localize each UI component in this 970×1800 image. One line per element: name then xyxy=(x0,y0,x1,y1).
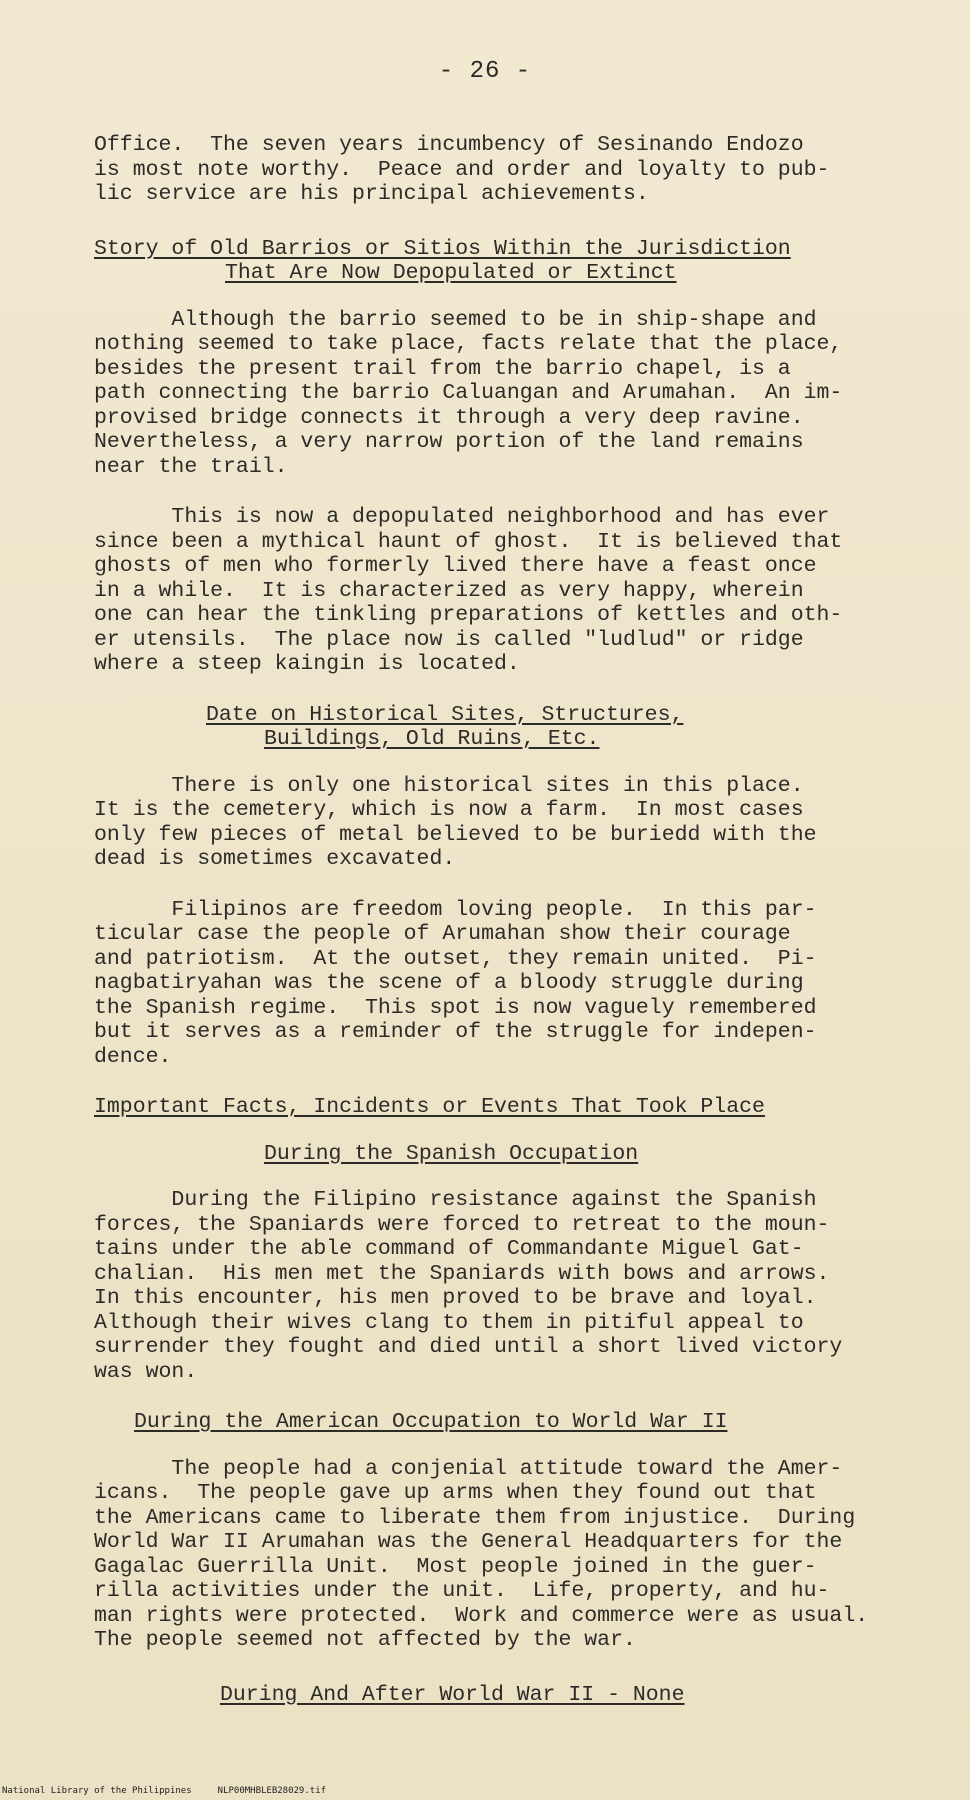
section-heading-historical-sites xyxy=(94,703,916,752)
page-number: - 26 - xyxy=(438,58,532,85)
heading-line: That Are Now Depopulated or Extinct xyxy=(225,261,677,285)
section-heading-spanish-occupation: During the Spanish Occupation xyxy=(264,1141,639,1166)
scan-footer xyxy=(2,1786,352,1796)
heading-line: Buildings, Old Ruins, Etc. xyxy=(264,727,600,751)
section-heading-after-ww2: During And After World War II - None xyxy=(220,1682,685,1707)
paragraph-american-occupation: The people had a conjenial attitude toward the Amer- icans. The people gave up arms when they found out that the Americans came to liberate them from injustice. During World War II Arumahan was the General Headquarters for the Gagalac Guerrilla Unit. Most people joined in the guer- rilla activities under the unit. Life, property, and hu- man rights were protected. Work and commerce were as usual. The people seemed not affected by the war. xyxy=(94,1456,869,1652)
file-id: NLP00MHBLEB28029.tif xyxy=(217,1786,327,1796)
paragraph-spanish-resistance: During the Filipino resistance against the Spanish forces, the Spaniards were forced to retreat to the moun- tains under the able command of Commandante Miguel Gat- chalian. His men met the Spaniards with bows and arrows. In this encounter, his men proved to be brave and loyal. Although their wives clang to them in pitiful appeal to surrender they fought and died until a short lived victory was won. xyxy=(94,1188,843,1384)
section-heading-important-facts: Important Facts, Incidents or Events That Took Place xyxy=(94,1095,765,1119)
paragraph-trail: Although the barrio seemed to be in ship-shape and nothing seemed to take place, facts relate that the place, besides the present trail from the barrio chapel, is a path connecting the barrio Caluangan and Arumahan. An im- provised bridge connects it through a very deep ravine. Nevertheless, a very narrow portion of the land remains near the trail. xyxy=(94,307,843,479)
paragraph-depopulated: This is now a depopulated neighborhood and has ever since been a mythical haunt of ghost. It is believed that ghosts of men who formerly lived there have a feast once in a while. It is characterized as very happy, wherein one can hear the tinkling preparations of kettles and oth- er utensils. The place now is called "ludlud" or ridge where a steep kaingin is located. xyxy=(94,505,843,676)
section-heading-old-barrios xyxy=(94,237,916,286)
heading-line: Date on Historical Sites, Structures, xyxy=(206,702,684,727)
heading-line: Story of Old Barrios or Sitios Within the Jurisdiction xyxy=(94,236,791,261)
paragraph-cemetery: There is only one historical sites in this place. It is the cemetery, which is now a farm. In most cases only few pieces of metal believed to be buriedd with the dead is sometimes excavated. xyxy=(94,773,817,871)
library-name: National Library of the Philippines xyxy=(2,1786,192,1796)
document-body xyxy=(94,133,916,1707)
section-heading-american-occupation: During the American Occupation to World War II xyxy=(134,1410,728,1434)
paragraph-freedom: Filipinos are freedom loving people. In this par- ticular case the people of Arumahan show their courage and patriotism. At the outset, they remain united. Pi- nagbatiryahan was the scene of a bloody struggle during the Spanish regime. This spot is now vaguely remembered but it serves as a reminder of the struggle for indepen- dence. xyxy=(94,897,817,1069)
intro-paragraph: Office. The seven years incumbency of Sesinando Endozo is most note worthy. Peace and order and loyalty to pub- lic service are his principal achievements. xyxy=(94,133,830,206)
